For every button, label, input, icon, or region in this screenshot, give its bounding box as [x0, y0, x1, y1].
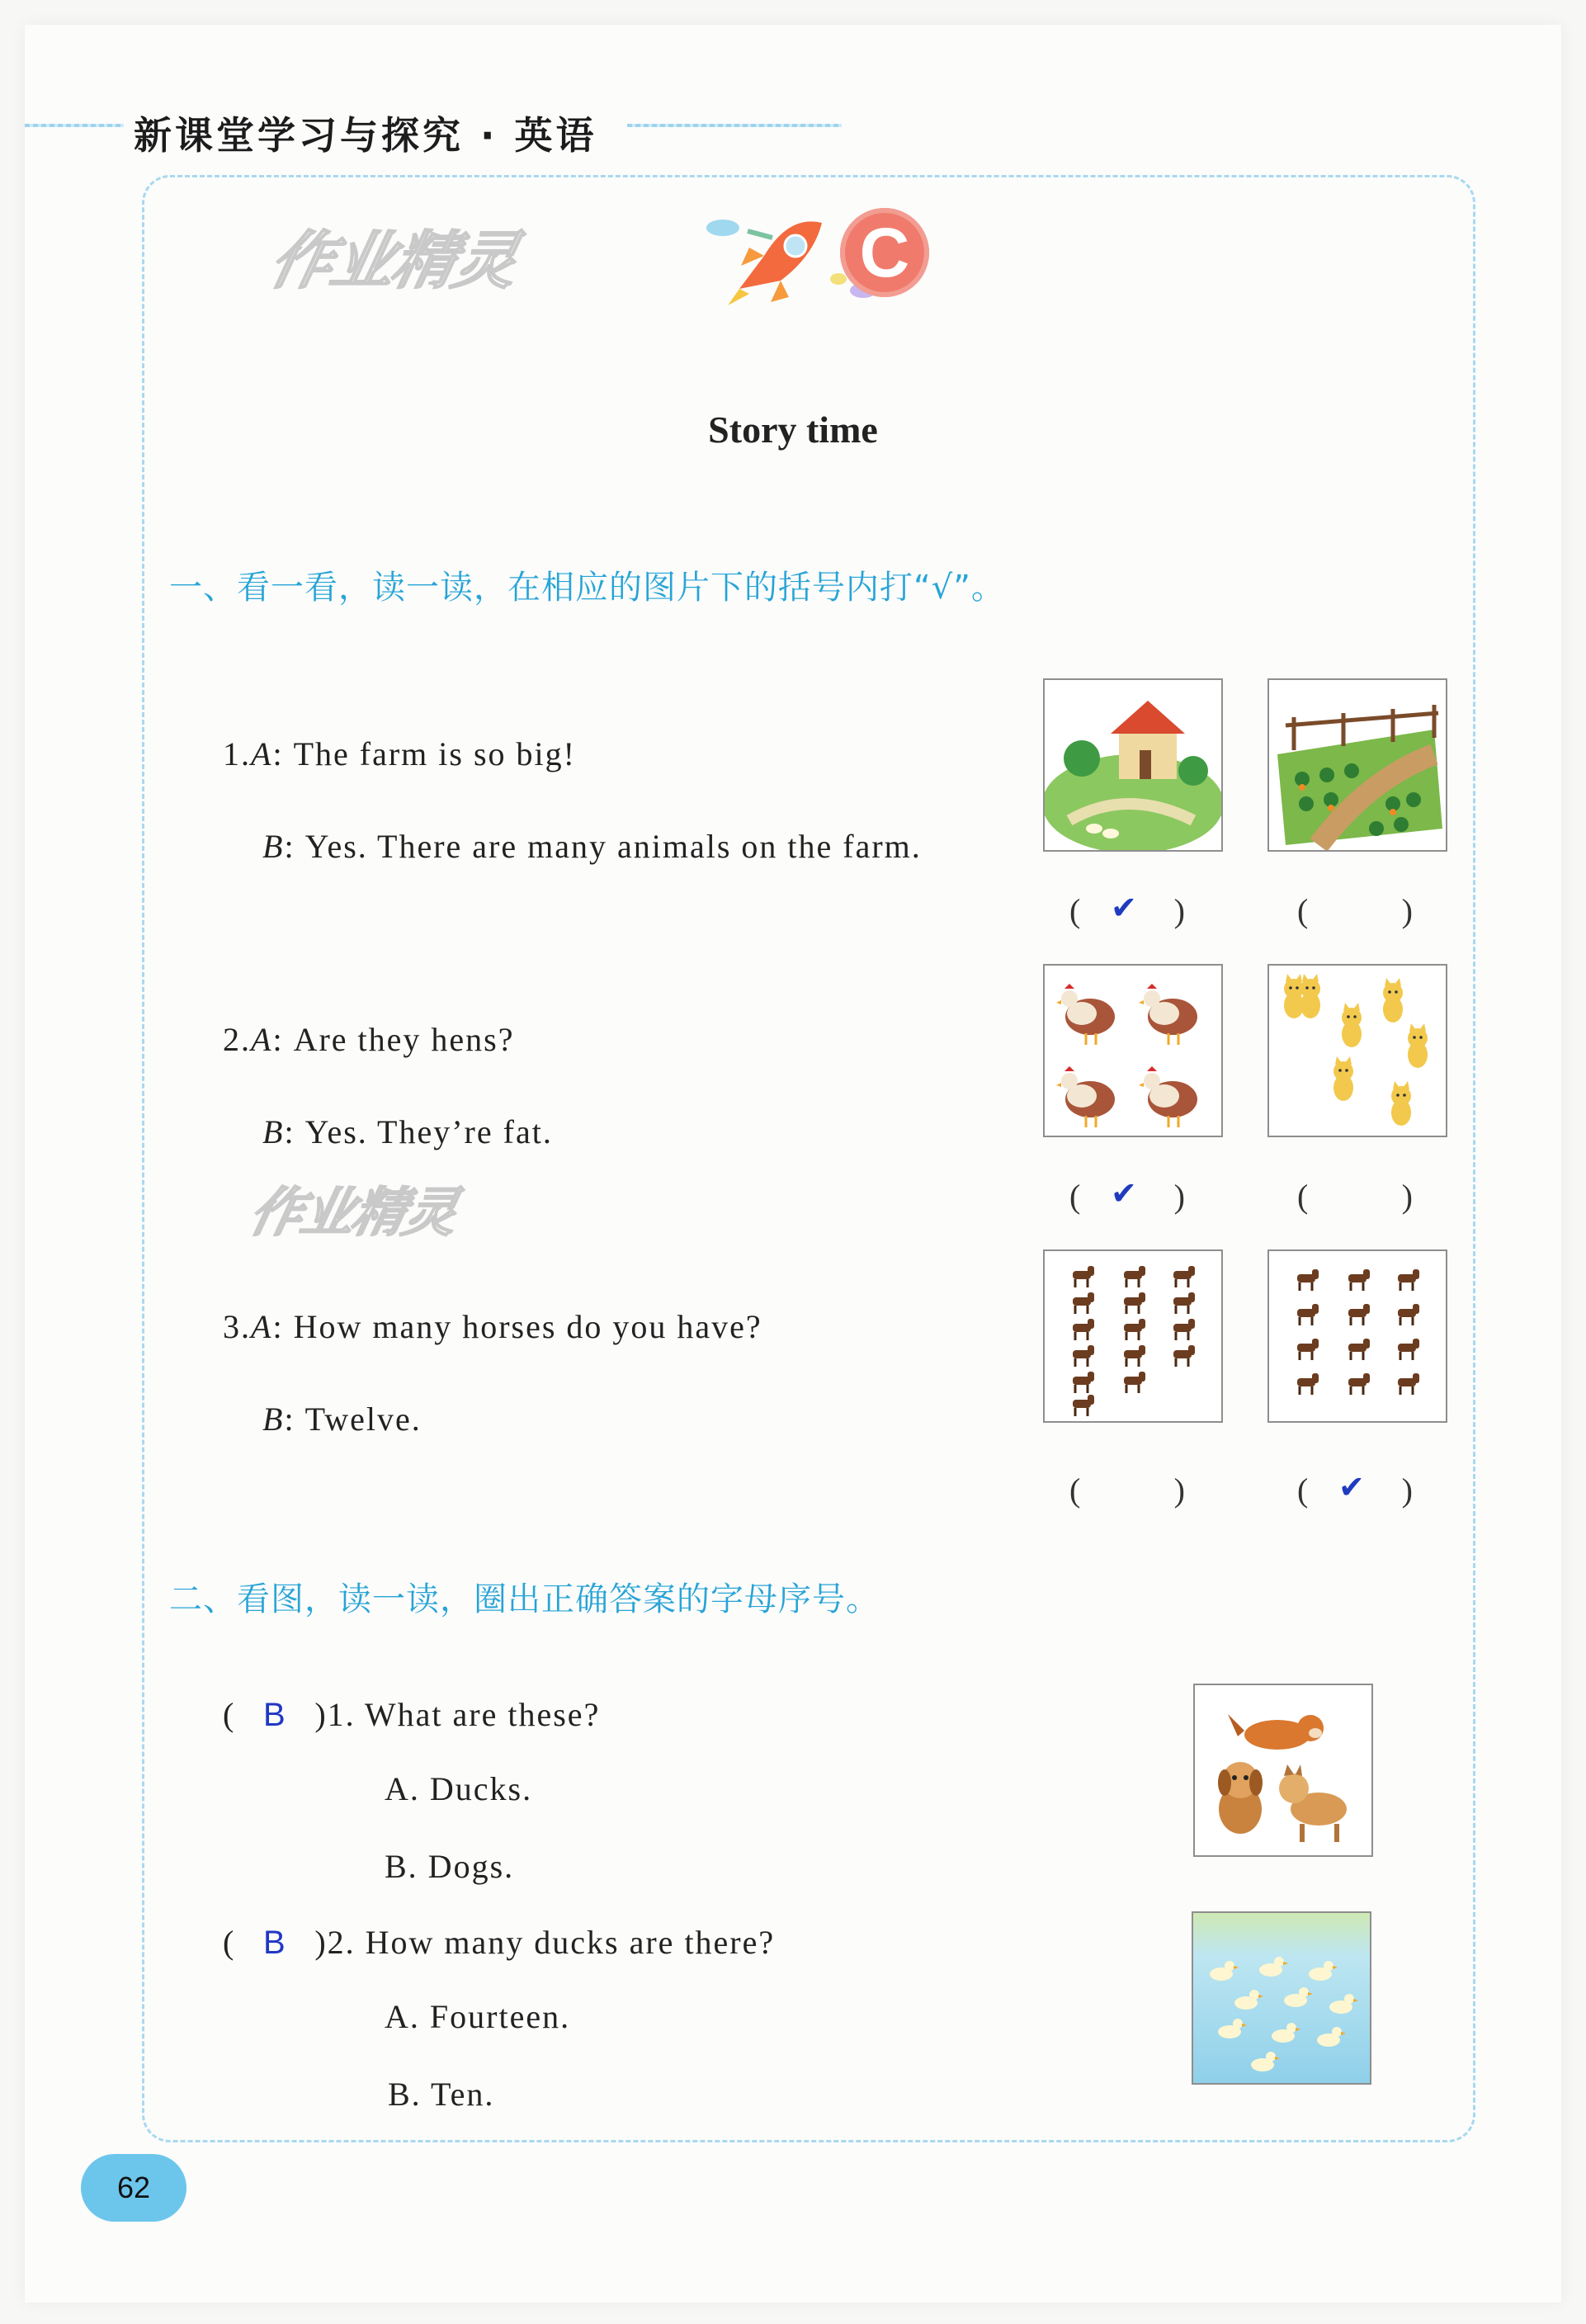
- header-rule-left: [25, 124, 124, 127]
- watermark-top: 作业精灵: [263, 224, 524, 297]
- check-mark-icon: ✔: [1338, 1469, 1365, 1505]
- item3-line-b: B: Twelve.: [262, 1401, 422, 1438]
- item2-answer-right[interactable]: ( ): [1297, 1178, 1413, 1215]
- q1-stem-line: ( B )1. What are these?: [223, 1696, 601, 1733]
- item3-b-text: Twelve.: [304, 1401, 422, 1438]
- item3-answer-left[interactable]: ( ): [1069, 1471, 1185, 1509]
- vegetable-field-picture: [1267, 678, 1447, 852]
- item1-b-text: Yes. There are many animals on the farm.: [304, 828, 922, 865]
- twelve-horses-picture: [1267, 1249, 1447, 1423]
- item3-b-speaker: B: [262, 1401, 285, 1438]
- dogs-picture: [1193, 1684, 1373, 1857]
- q2-stem-line: ( B )2. How many ducks are there?: [223, 1924, 776, 1961]
- item2-line-a: 2.A: Are they hens?: [223, 1021, 515, 1058]
- item3-a-speaker: A: [251, 1308, 273, 1345]
- q1-stem: )1. What are these?: [314, 1696, 601, 1733]
- fourteen-horses-picture: [1043, 1249, 1223, 1423]
- item1-a-text: The farm is so big!: [293, 735, 576, 772]
- item1-answer-left[interactable]: ( ✔ ): [1069, 890, 1185, 929]
- item1-a-speaker: A: [251, 735, 273, 772]
- check-mark-icon: ✔: [1111, 1175, 1137, 1212]
- item1-answer-right[interactable]: ( ): [1297, 892, 1413, 929]
- item1-num: 1.: [223, 735, 251, 772]
- section1-title: 一、看一看，读一读，在相应的图片下的括号内打“√”。: [169, 569, 1005, 607]
- q2-option-a[interactable]: A. Fourteen.: [385, 1998, 571, 2035]
- part-letter-circle: [840, 208, 929, 297]
- item2-a-speaker: A: [251, 1021, 273, 1058]
- item1-line-a: 1.A: The farm is so big!: [223, 735, 576, 772]
- page-number: 62: [81, 2154, 186, 2222]
- item3-line-a: 3.A: How many horses do you have?: [223, 1308, 762, 1345]
- item1-line-b: B: Yes. There are many animals on the farm.: [262, 828, 922, 865]
- farmhouse-picture: [1043, 678, 1223, 852]
- item2-num: 2.: [223, 1021, 251, 1058]
- item2-answer-left[interactable]: ( ✔ ): [1069, 1175, 1185, 1215]
- section2-title: 二、看图，读一读，圈出正确答案的字母序号。: [169, 1580, 880, 1618]
- item2-b-speaker: B: [262, 1113, 285, 1150]
- hens-picture: [1043, 964, 1223, 1137]
- item1-b-speaker: B: [262, 828, 285, 865]
- story-title: Story time: [708, 409, 878, 451]
- ducks-picture: [1192, 1911, 1371, 2085]
- item2-a-text: Are they hens?: [293, 1021, 515, 1058]
- watermark-middle: 作业精灵: [243, 1183, 462, 1244]
- header-rule-right: [627, 124, 842, 127]
- check-mark-icon: ✔: [1111, 890, 1137, 926]
- q1-answer[interactable]: B: [262, 1697, 287, 1733]
- item2-b-text: Yes. They’re fat.: [304, 1113, 553, 1150]
- header-title: 新课堂学习与探究 · 英语: [134, 113, 597, 158]
- item3-a-text: How many horses do you have?: [293, 1308, 762, 1345]
- item3-answer-right[interactable]: ( ✔ ): [1297, 1469, 1413, 1509]
- q1-option-a[interactable]: A. Ducks.: [385, 1770, 533, 1807]
- item3-num: 3.: [223, 1308, 251, 1345]
- q1-option-b[interactable]: B. Dogs.: [385, 1848, 515, 1885]
- q2-stem: )2. How many ducks are there?: [314, 1924, 776, 1961]
- item2-line-b: B: Yes. They’re fat.: [262, 1113, 553, 1150]
- part-letter: C: [859, 214, 910, 291]
- q2-option-b[interactable]: B. Ten.: [388, 2076, 495, 2113]
- q2-answer[interactable]: B: [262, 1925, 287, 1961]
- cats-picture: [1267, 964, 1447, 1137]
